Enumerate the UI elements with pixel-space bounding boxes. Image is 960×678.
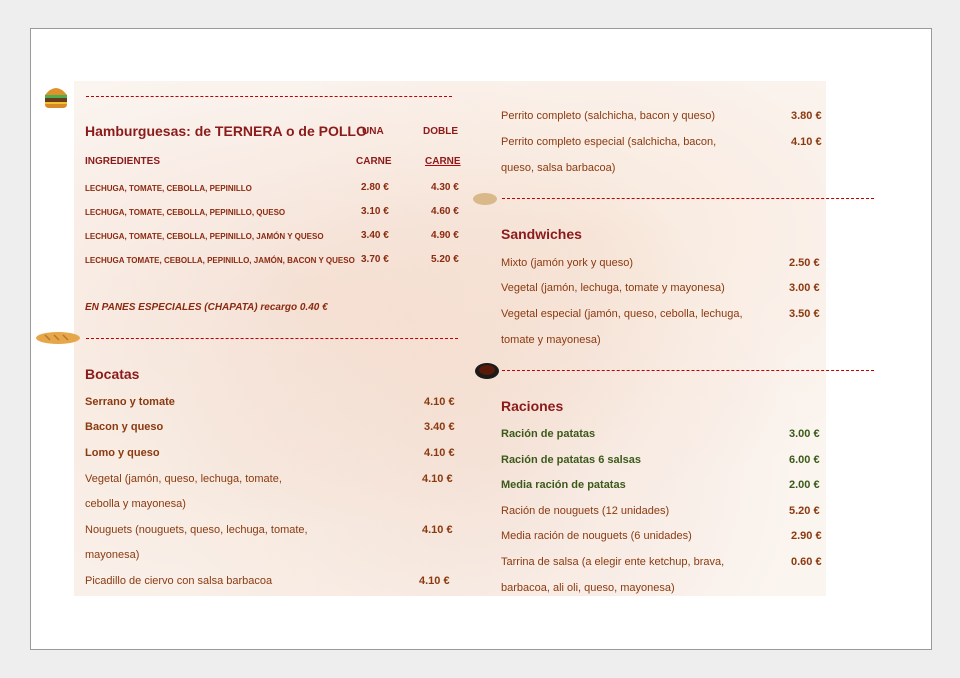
perrito-1-name: Perrito completo (salchicha, bacon y queso) (501, 110, 715, 122)
col-una: UNA (362, 126, 384, 137)
bocata-6-name: Picadillo de ciervo con salsa barbacoa (85, 575, 273, 587)
bocatas-title: Bocatas (85, 366, 140, 382)
racion-6-price: 0.60 € (791, 556, 822, 568)
menu-page (30, 28, 932, 650)
bocata-3-name: Lomo y queso (85, 447, 160, 459)
racion-2-price: 6.00 € (789, 454, 820, 466)
bocata-6-price: 4.10 € (419, 575, 450, 587)
burger-row-3-doble: 4.90 € (431, 230, 459, 241)
hamburguesas-title: Hamburguesas: de TERNERA o de POLLO (85, 123, 367, 139)
col-carne-doble: CARNE (425, 156, 461, 167)
racion-4-name: Ración de nouguets (12 unidades) (501, 505, 670, 517)
racion-5-name: Media ración de nouguets (6 unidades) (501, 530, 692, 542)
burger-row-1-doble: 4.30 € (431, 182, 459, 193)
bocata-5-name-cont: mayonesa) (85, 549, 140, 561)
ingredientes-header: INGREDIENTES (85, 156, 161, 167)
bocata-5-name: Nouguets (nouguets, queso, lechuga, tomate, (85, 524, 308, 536)
sandwiches-title: Sandwiches (501, 226, 582, 242)
burger-row-2-doble: 4.60 € (431, 206, 459, 217)
racion-5-price: 2.90 € (791, 530, 822, 542)
burger-row-2-name: LECHUGA, TOMATE, CEBOLLA, PEPINILLO, QUESO (85, 208, 286, 217)
bocata-4-name: Vegetal (jamón, queso, lechuga, tomate, (85, 473, 282, 485)
burger-row-1-una: 2.80 € (361, 182, 389, 193)
racion-1-name: Ración de patatas (501, 428, 596, 440)
burger-row-1-name: LECHUGA, TOMATE, CEBOLLA, PEPINILLO (85, 184, 252, 193)
baguette-icon (35, 331, 81, 345)
sandwich-3-price: 3.50 € (789, 308, 820, 320)
racion-6-name-cont: barbacoa, ali oli, queso, mayonesa) (501, 582, 675, 594)
raciones-title: Raciones (501, 398, 564, 414)
racion-2-name: Ración de patatas 6 salsas (501, 454, 642, 466)
divider-top-left (86, 96, 452, 97)
col-doble: DOBLE (423, 126, 458, 137)
perrito-1-price: 3.80 € (791, 110, 822, 122)
burger-icon (43, 83, 69, 109)
racion-3-name: Media ración de patatas (501, 479, 626, 491)
bread-roll-icon (472, 192, 498, 206)
sandwich-1-name: Mixto (jamón york y queso) (501, 257, 634, 269)
divider-top-right (502, 198, 874, 199)
bocata-1-name: Serrano y tomate (85, 396, 175, 408)
racion-6-name: Tarrina de salsa (a elegir ente ketchup, brava, (501, 556, 725, 568)
burger-row-4-name: LECHUGA TOMATE, CEBOLLA, PEPINILLO, JAMÓN, BACON Y QUESO (85, 256, 355, 265)
bocata-3-price: 4.10 € (424, 447, 455, 459)
sauce-bowl-icon (474, 362, 500, 380)
racion-4-price: 5.20 € (789, 505, 820, 517)
racion-3-price: 2.00 € (789, 479, 820, 491)
perrito-2-name: Perrito completo especial (salchicha, bacon, (501, 136, 717, 148)
perrito-2-price: 4.10 € (791, 136, 822, 148)
bocata-1-price: 4.10 € (424, 396, 455, 408)
sandwich-1-price: 2.50 € (789, 257, 820, 269)
divider-mid-left (86, 338, 458, 339)
col-carne-una: CARNE (356, 156, 392, 167)
burger-row-3-name: LECHUGA, TOMATE, CEBOLLA, PEPINILLO, JAMÓN Y QUESO (85, 232, 324, 241)
bocata-2-name: Bacon y queso (85, 421, 164, 433)
perrito-2-name-cont: queso, salsa barbacoa) (501, 162, 616, 174)
burger-row-3-una: 3.40 € (361, 230, 389, 241)
sandwich-3-name-cont: tomate y mayonesa) (501, 334, 601, 346)
burger-row-2-una: 3.10 € (361, 206, 389, 217)
bocata-4-price: 4.10 € (422, 473, 453, 485)
bocata-5-price: 4.10 € (422, 524, 453, 536)
divider-mid-right (502, 370, 874, 371)
sandwich-3-name: Vegetal especial (jamón, queso, cebolla, lechuga, (501, 308, 743, 320)
sandwich-2-name: Vegetal (jamón, lechuga, tomate y mayonesa) (501, 282, 725, 294)
bocata-2-price: 3.40 € (424, 421, 455, 433)
bocata-4-name-cont: cebolla y mayonesa) (85, 498, 186, 510)
burger-row-4-una: 3.70 € (361, 254, 389, 265)
sandwich-2-price: 3.00 € (789, 282, 820, 294)
racion-1-price: 3.00 € (789, 428, 820, 440)
chapata-note: EN PANES ESPECIALES (CHAPATA) recargo 0.40 € (85, 302, 328, 313)
burger-row-4-doble: 5.20 € (431, 254, 459, 265)
